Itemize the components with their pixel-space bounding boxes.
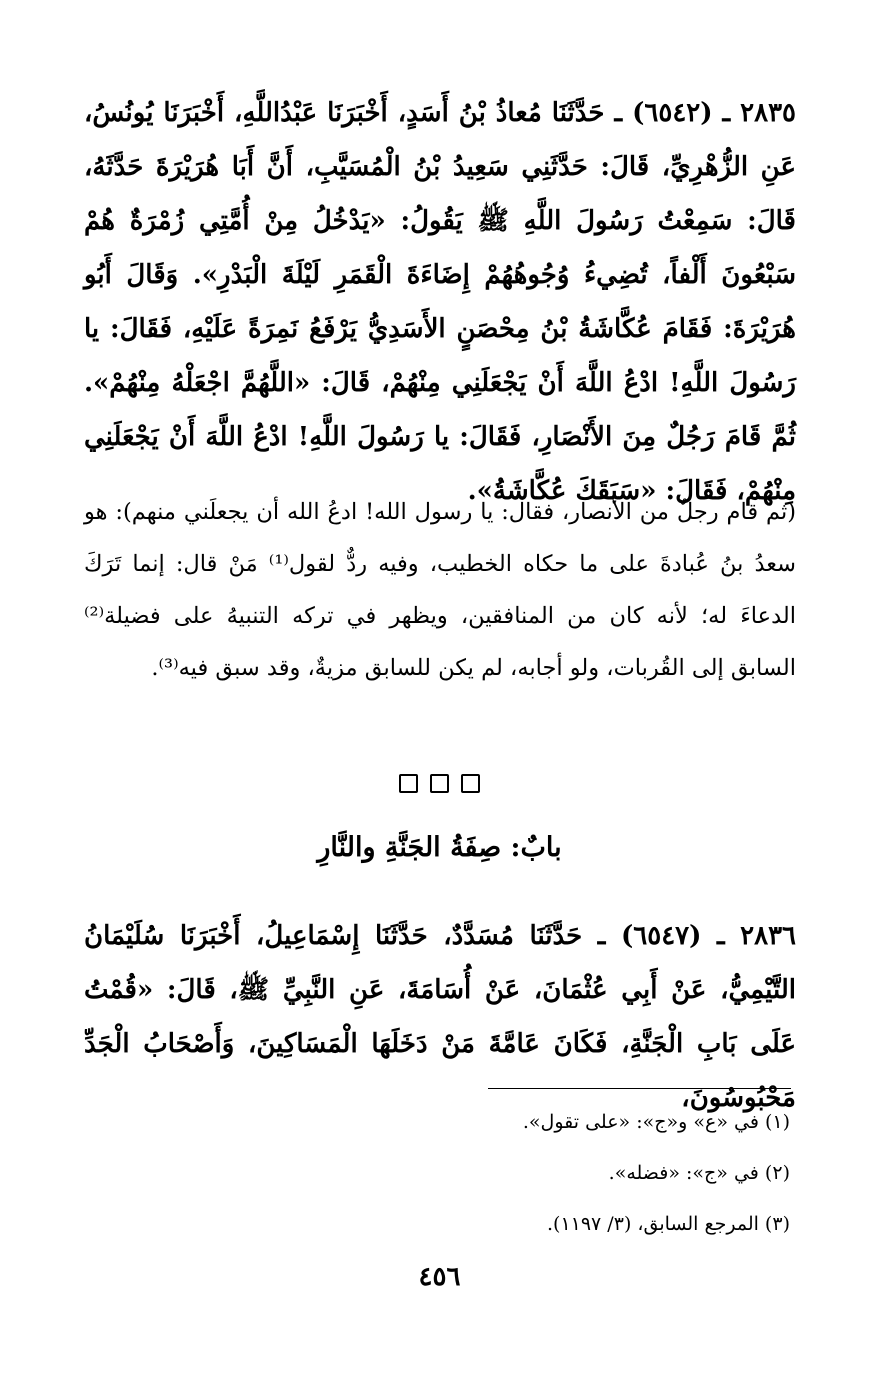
section-separator [0, 774, 879, 793]
hadith-2836-text: ٢٨٣٦ ـ (٦٥٤٧) ـ حَدَّثَنَا مُسَدَّدٌ، حَدَّثَنَا إِسْمَاعِيلُ، أَخْبَرَنَا سُلَيْمَانُ التَّيْمِيُّ، عَنْ أَبِي عُثْمَانَ، عَنْ أُسَامَةَ، عَنِ النَّبِيِّ ﷺ، قَالَ: «قُمْتُ عَلَى بَابِ الْجَنَّةِ، فَكَانَ عَامَّةَ مَنْ دَخَلَهَا الْمَسَاكِينَ، وَأَصْحَابُ الْجَدِّ مَحْبُوسُونَ، [84, 921, 796, 1113]
chapter-title: بابٌ: صِفَةُ الجَنَّةِ والنَّارِ [317, 832, 562, 863]
footnote-divider [488, 1088, 791, 1089]
commentary-text: (ثم قام رجلٌ من الأنصار، فقال: يا رسول الله! ادعُ الله أن يجعلَني منهم): هو سعدُ بنُ عُبادةَ على ما حكاه الخطيب، وفيه ردٌّ لقول⁽¹⁾ مَنْ قال: إنما تَرَكَ الدعاءَ له؛ لأنه كان من المنافقين، ويظهر في تركه التنبيهُ على فضيلة⁽²⁾ السابق إلى القُربات، ولو أجابه، لم يكن للسابق مزيةٌ، وقد سبق فيه⁽³⁾. [84, 499, 797, 681]
separator-square-icon [461, 774, 480, 793]
hadith-2835 [84, 86, 796, 518]
footnote-1: (١) في «ع» و«ج»: «على تقول». [522, 1111, 790, 1133]
page-number: ٤٥٦ [418, 1262, 461, 1292]
footnotes [84, 1104, 790, 1257]
footnote-3: (٣) المرجع السابق، (٣/ ١١٩٧). [546, 1213, 790, 1235]
separator-square-icon [399, 774, 418, 793]
commentary [84, 486, 796, 694]
footnote-2: (٢) في «ج»: «فضله». [608, 1162, 790, 1184]
separator-square-icon [430, 774, 449, 793]
hadith-2835-text: ٢٨٣٥ ـ (٦٥٤٢) ـ حَدَّثَنَا مُعاذُ بْنُ أَسَدٍ، أَخْبَرَنَا عَبْدُاللَّهِ، أَخْبَرَنَا يُونُسُ، عَنِ الزُّهْرِيِّ، قَالَ: حَدَّثَنِي سَعِيدُ بْنُ الْمُسَيَّبِ، أَنَّ أَبَا هُرَيْرَةَ حَدَّثَهُ، قَالَ: سَمِعْتُ رَسُولَ اللَّهِ ﷺ يَقُولُ: «يَدْخُلُ مِنْ أُمَّتِي زُمْرَةٌ هُمْ سَبْعُونَ أَلْفاً، تُضِيءُ وُجُوهُهُمْ إِضَاءَةَ الْقَمَرِ لَيْلَةَ الْبَدْرِ». وَقَالَ أَبُو هُرَيْرَةَ: فَقَامَ عُكَّاشَةُ بْنُ مِحْصَنٍ الأَسَدِيُّ يَرْفَعُ نَمِرَةً عَلَيْهِ، فَقَالَ: يا رَسُولَ اللَّهِ! ادْعُ اللَّهَ أَنْ يَجْعَلَنِي مِنْهُمْ، قَالَ: «اللَّهُمَّ اجْعَلْهُ مِنْهُمْ». ثُمَّ قَامَ رَجُلٌ مِنَ الأَنْصَارِ، فَقَالَ: يا رَسُولَ اللَّهِ! ادْعُ اللَّهَ أَنْ يَجْعَلَنِي مِنْهُمْ، فَقَالَ: «سَبَقَكَ عُكَّاشَةُ». [84, 98, 796, 506]
